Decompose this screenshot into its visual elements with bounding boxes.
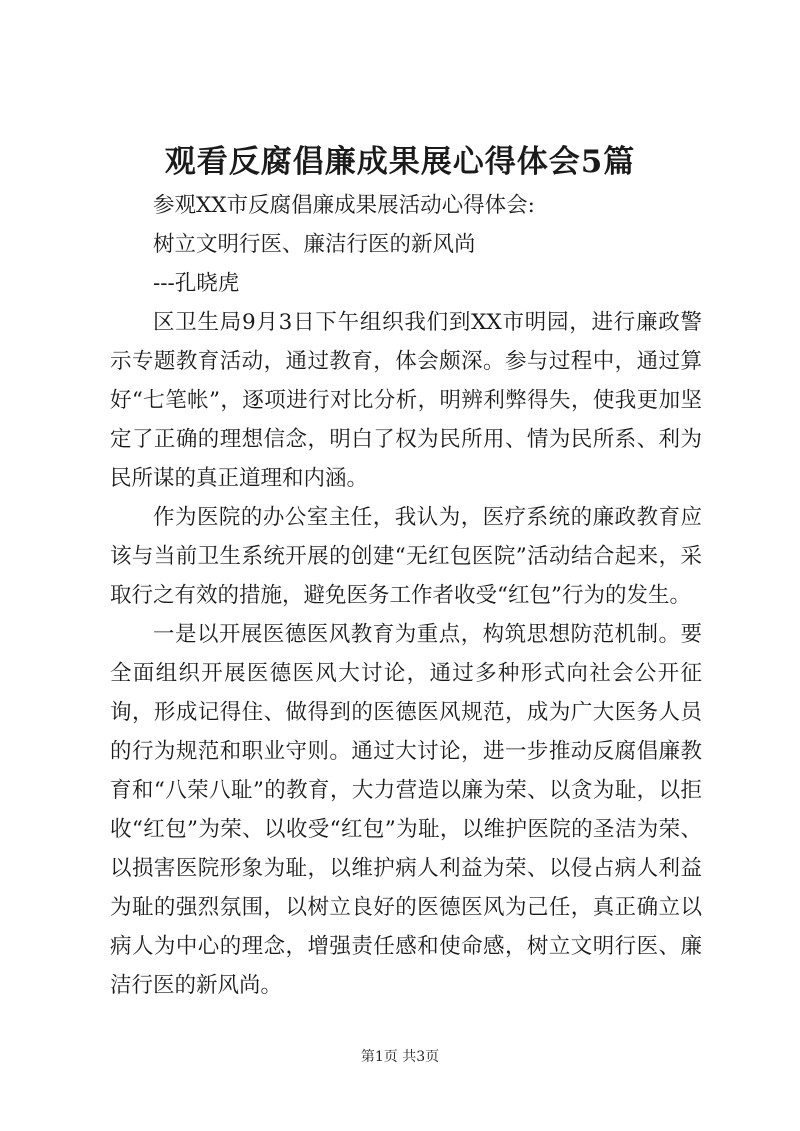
page-number-footer: 第1页 共3页 bbox=[360, 1049, 440, 1065]
document-body bbox=[110, 186, 702, 1005]
paragraph-subtitle: 树立文明行医、廉洁行医的新风尚 bbox=[153, 232, 476, 257]
paragraph-body-2: 作为医院的办公室主任，我认为，医疗系统的廉政教育应该与当前卫生系统开展的创建“无红包医院”活动结合起来，采取行之有效的措施，避免医务工作者收受“红包”行为的发生。 bbox=[110, 505, 702, 608]
paragraph-body-3: 一是以开展医德医风教育为重点，构筑思想防范机制。要全面组织开展医德医风大讨论，通过多种形式向社会公开征询，形成记得住、做得到的医德医风规范，成为广大医务人员的行为规范和职业守则。通过大讨论，进一步推动反腐倡廉教育和“八荣八耻”的教育，大力营造以廉为荣、以贪为耻，以拒收“红包”为荣、以收受“红包”为耻，以维护医院的圣洁为荣、以损害医院形象为耻，以维护病人利益为荣、以侵占病人利益为耻的强烈氛围，以树立良好的医德医风为己任，真正确立以病人为中心的理念，增强责任感和使命感，树立文明行医、廉洁行医的新风尚。 bbox=[110, 622, 702, 998]
paragraph-author: ---孔晓虎 bbox=[153, 271, 240, 296]
document-title: 观看反腐倡廉成果展心得体会5篇 bbox=[164, 144, 636, 180]
paragraph-intro: 参观XX市反腐倡廉成果展活动心得体会: bbox=[153, 193, 535, 218]
paragraph-body-1: 区卫生局9月3日下午组织我们到XX市明园，进行廉政警示专题教育活动，通过教育，体会颇深。参与过程中，通过算好“七笔帐”，逐项进行对比分析，明辨利弊得失，使我更加坚定了正确的理想信念，明白了权为民所用、情为民所系、利为民所谋的真正道理和内涵。 bbox=[110, 310, 702, 491]
